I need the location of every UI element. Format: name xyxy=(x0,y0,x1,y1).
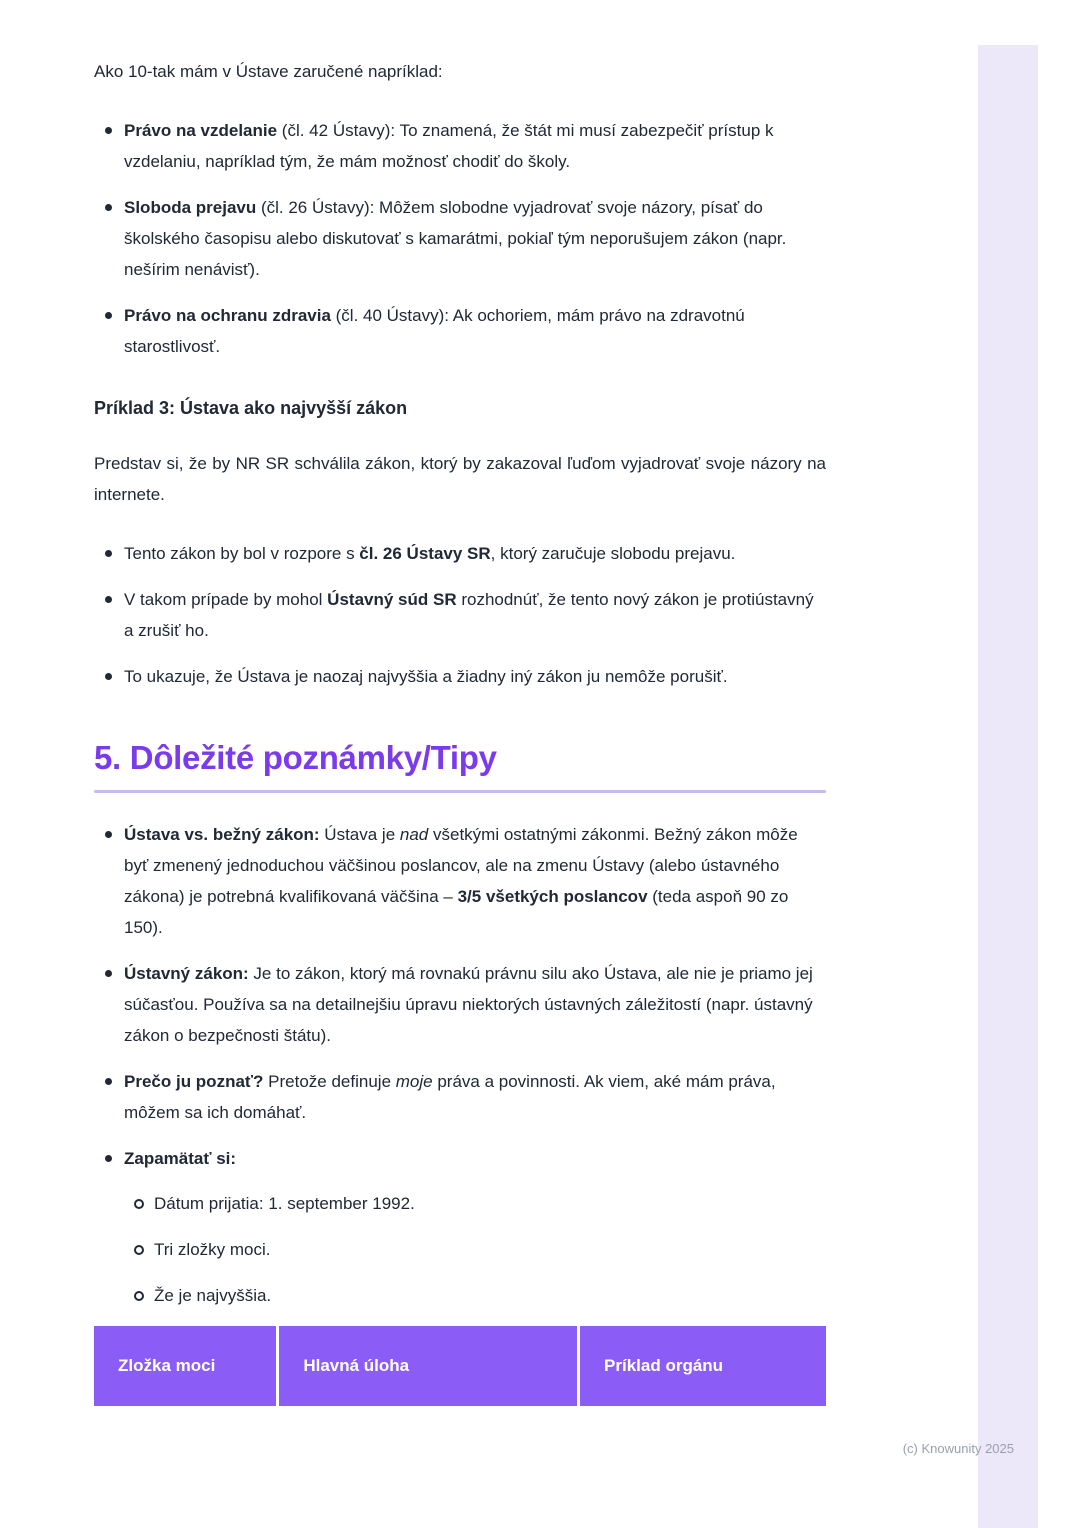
bold-text: 3/5 všetkých poslancov xyxy=(457,887,648,906)
bold-text: Ústavný súd SR xyxy=(327,590,457,609)
rights-list xyxy=(94,115,826,362)
example3-list xyxy=(94,538,826,692)
bold-text: Prečo ju poznať? xyxy=(124,1072,264,1091)
tips-list xyxy=(94,819,826,1311)
text: (teda aspoň 90 zo 150). xyxy=(124,887,789,937)
bold-text: Právo na ochranu zdravia xyxy=(124,306,331,325)
list-item xyxy=(124,1143,826,1311)
text: Pretože definuje xyxy=(263,1072,396,1091)
list-item xyxy=(124,115,826,177)
text: všetkými ostatnými zákonmi. Bežný zákon môže byť zmenený jednoduchou väčšinou poslancov, ale na zmenu Ústavy (alebo ústavného zákona) je potrebná kvalifikovaná väčšina – xyxy=(124,825,798,906)
italic-text: nad xyxy=(399,825,429,844)
text: (čl. 40 Ústavy): Ak ochoriem, mám právo na zdravotnú starostlivosť. xyxy=(124,306,745,356)
bold-text: Zapamätať si: xyxy=(124,1149,237,1168)
example3-heading: Príklad 3: Ústava ako najvyšší zákon xyxy=(94,398,408,418)
sub-list xyxy=(124,1188,826,1311)
intro-paragraph: Ako 10-tak mám v Ústave zaručené napríklad: xyxy=(94,62,443,81)
document-content xyxy=(94,56,826,1406)
text: Ústava je xyxy=(319,825,400,844)
text: (čl. 42 Ústavy): To znamená, že štát mi musí zabezpečiť prístup k vzdelaniu, napríklad tým, že mám možnosť chodiť do školy. xyxy=(124,121,774,171)
text: Tento zákon by bol v rozpore s xyxy=(124,544,360,563)
table-header-cell-zlozka-moci: Zložka moci xyxy=(94,1326,276,1406)
bold-text: Ústavný zákon: xyxy=(124,964,249,983)
text: rozhodnúť, že tento nový zákon je protiústavný a zrušiť ho. xyxy=(124,590,814,640)
table-header-cell-hlavna-uloha: Hlavná úloha xyxy=(279,1326,577,1406)
text: Je to zákon, ktorý má rovnakú právnu silu ako Ústava, ale nie je priamo jej súčasťou. Používa sa na detailnejšiu úpravu niektorých ústavných záležitostí (napr. ústavný zákon o bezpečnosti štátu). xyxy=(124,964,813,1045)
text: To ukazuje, že Ústava je naozaj najvyššia a žiadny iný zákon ju nemôže porušiť. xyxy=(124,667,728,686)
table-header-row xyxy=(94,1326,826,1406)
text: práva a povinnosti. Ak viem, aké mám práva, môžem sa ich domáhať. xyxy=(124,1072,776,1122)
bold-text: Právo na vzdelanie xyxy=(124,121,278,140)
sub-list-item: Tri zložky moci. xyxy=(154,1234,826,1265)
heading-rule xyxy=(94,790,826,793)
next-page-edge xyxy=(978,45,1038,1528)
example3-paragraph: Predstav si, že by NR SR schválila zákon, ktorý by zakazoval ľuďom vyjadrovať svoje názory na internete. xyxy=(94,454,826,504)
list-item xyxy=(124,661,826,692)
italic-text: moje xyxy=(395,1072,433,1091)
bold-text: čl. 26 Ústavy SR xyxy=(359,544,491,563)
list-item xyxy=(124,538,826,569)
text: V takom prípade by mohol xyxy=(124,590,328,609)
list-item xyxy=(124,300,826,362)
bold-text: Ústava vs. bežný zákon: xyxy=(124,825,320,844)
bold-text: Sloboda prejavu xyxy=(124,198,257,217)
section5-heading: 5. Dôležité poznámky/Tipy xyxy=(94,739,497,776)
list-item xyxy=(124,584,826,646)
text: , ktorý zaručuje slobodu prejavu. xyxy=(490,544,736,563)
table-header-cell-priklad-organu: Príklad orgánu xyxy=(580,1326,826,1406)
list-item xyxy=(124,192,826,285)
copyright-text: (c) Knowunity 2025 xyxy=(902,1441,1014,1456)
list-item xyxy=(124,1066,826,1128)
sub-list-item: Dátum prijatia: 1. september 1992. xyxy=(154,1188,826,1219)
list-item xyxy=(124,819,826,943)
text: (čl. 26 Ústavy): Môžem slobodne vyjadrovať svoje názory, písať do školského časopisu alebo diskutovať s kamarátmi, pokiaľ tým neporušujem zákon (napr. nešírim nenávisť). xyxy=(124,198,787,279)
sub-list-item: Že je najvyššia. xyxy=(154,1280,826,1311)
list-item xyxy=(124,958,826,1051)
